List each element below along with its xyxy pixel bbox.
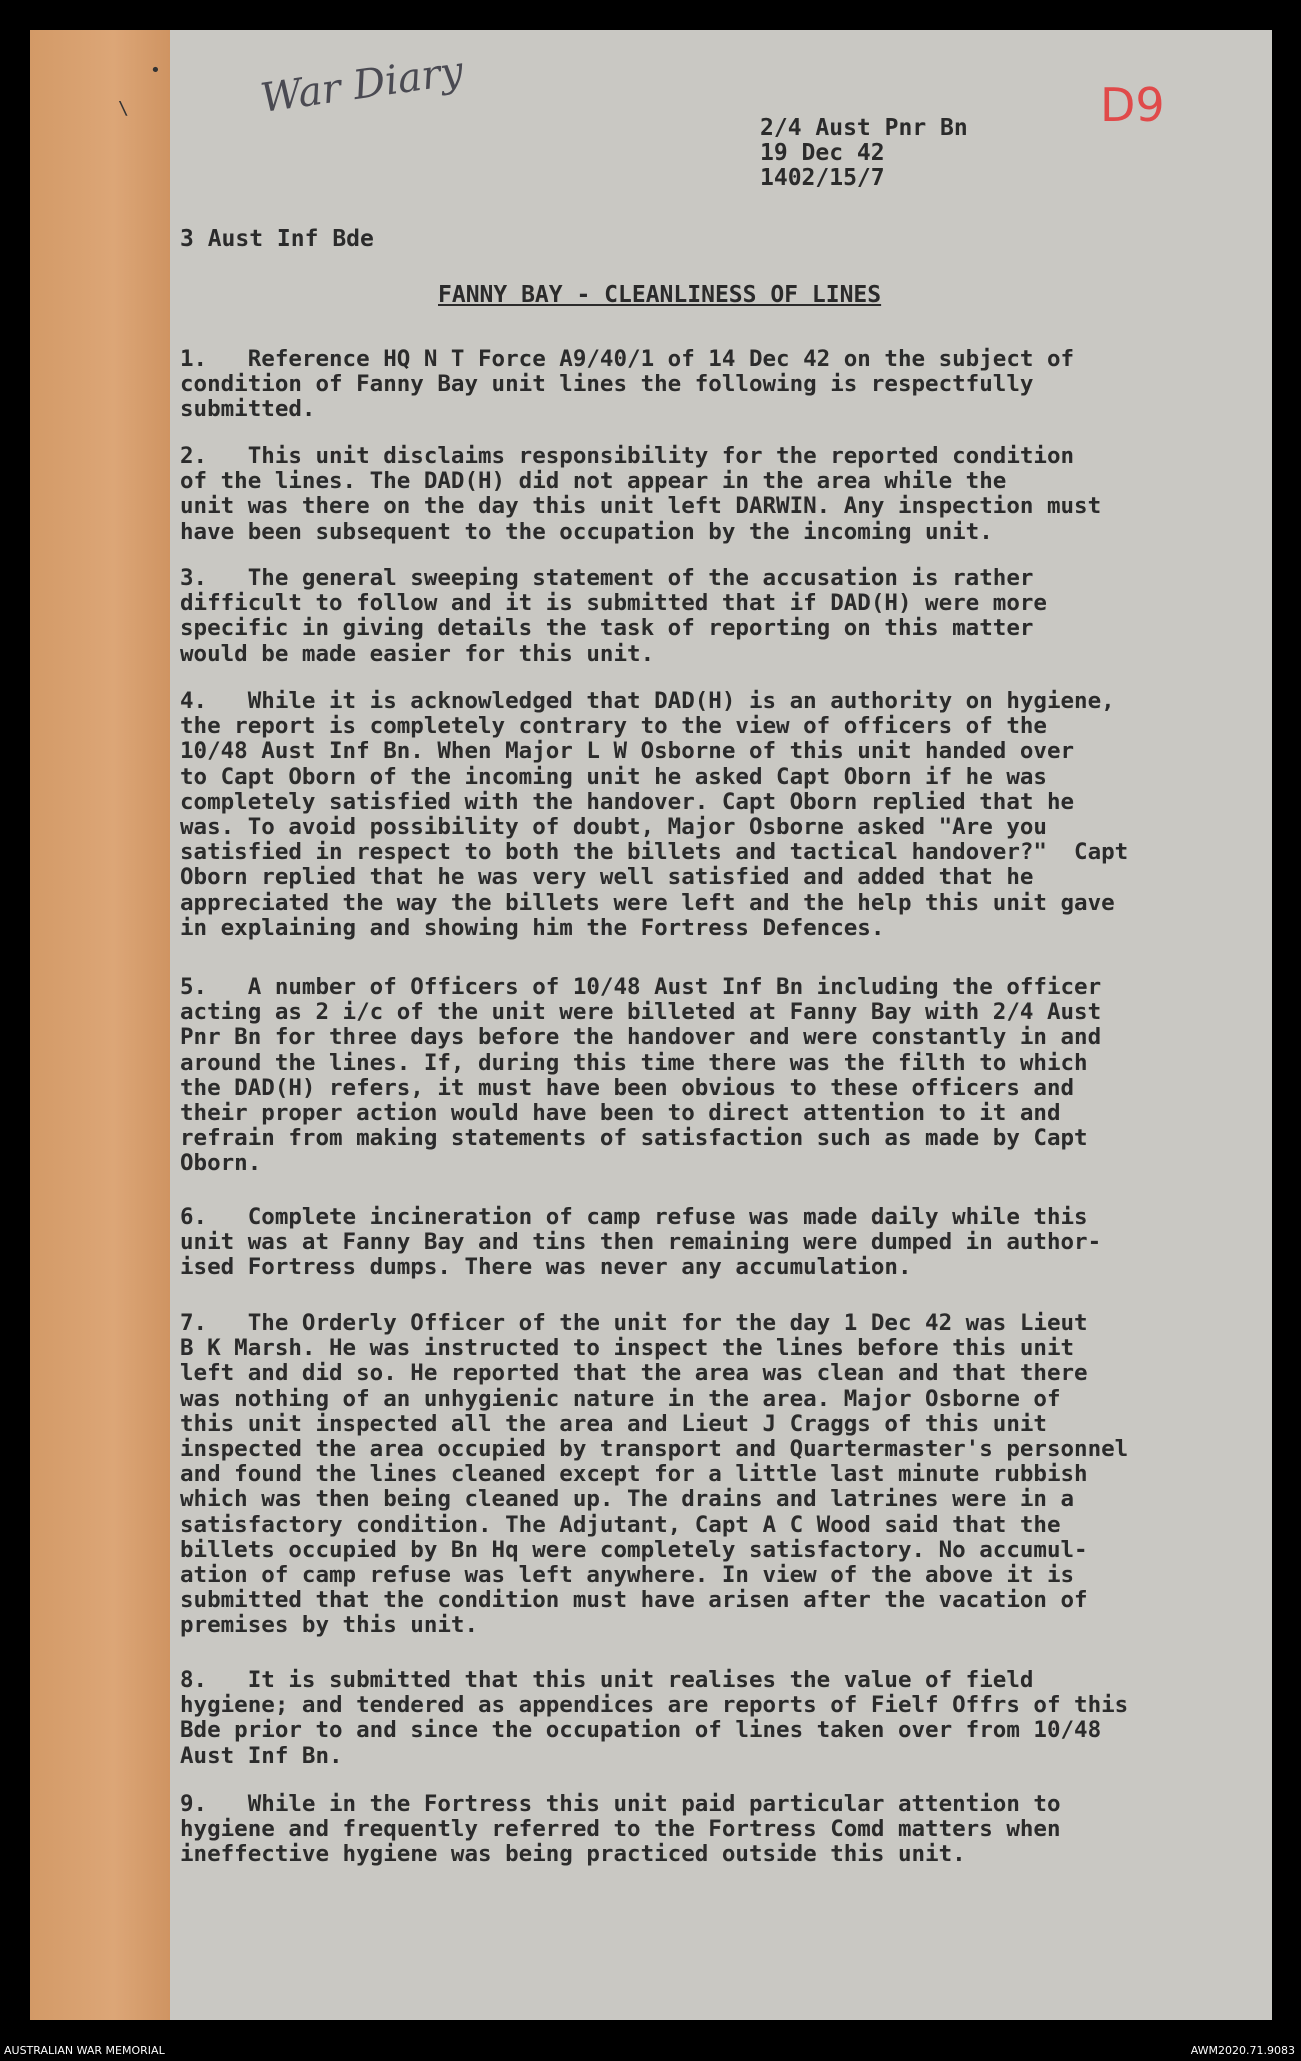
paragraph-2: 2. This unit disclaims responsibility for the reported condition of the lines. The DAD(H) did not appear in the area while the unit was there on the day this unit left DARWIN. Any inspection must have been subsequent to the occupation by the incoming unit.	[180, 443, 1102, 545]
binding-tape	[30, 30, 170, 2020]
punch-mark: \	[118, 98, 129, 119]
paragraph-1: 1. Reference HQ N T Force A9/40/1 of 14 Dec 42 on the subject of condition of Fanny Bay unit lines the following is respectfully submitted.	[180, 346, 1075, 423]
header-date: 19 Dec 42	[760, 140, 885, 166]
paragraph-7: 7. The Orderly Officer of the unit for the day 1 Dec 42 was Lieut B K Marsh. He was instructed to inspect the lines before this unit left and did so. He reported that the area was clean and that there was nothing of an unhygienic nature in the area. Major Osborne of this unit inspected all the area and Lieut J Craggs of this unit inspected the area occupied by transport and Quartermaster's personnel and found the lines cleaned except for a little last minute rubbish which was then being cleaned up. The drains and latrines were in a satisfactory condition. The Adjutant, Capt A C Wood said that the billets occupied by Bn Hq were completely satisfactory. No accumul- ation of camp refuse was left anywhere. In view of the above it is submitted that the condition must have arisen after the vacation of premises by this unit.	[180, 1310, 1129, 1639]
paragraph-8: 8. It is submitted that this unit realises the value of field hygiene; and tendered as appendices are reports of Fielf Offrs of this Bde prior to and since the occupation of lines taken over from 10/48 Aust Inf Bn.	[180, 1667, 1129, 1769]
punch-mark: •	[150, 60, 161, 81]
subject-heading: FANNY BAY - CLEANLINESS OF LINES	[438, 282, 882, 308]
paragraph-4: 4. While it is acknowledged that DAD(H) is an authority on hygiene, the report is completely contrary to the view of officers of the 10/48 Aust Inf Bn. When Major L W Osborne of this unit handed over to Capt Oborn of the incoming unit he asked Capt Oborn if he was completely satisfied with the handover. Capt Oborn replied that he was. To avoid possibility of doubt, Major Osborne asked "Are you satisfied in respect to both the billets and tactical handover?" Capt Oborn replied that he was very well satisfied and added that he appreciated the way the billets were left and the help this unit gave in explaining and showing him the Fortress Defences.	[180, 688, 1129, 941]
header-unit: 2/4 Aust Pnr Bn	[760, 115, 968, 141]
handwritten-annotation: War Diary	[257, 48, 466, 122]
reference-mark: D9	[1100, 78, 1165, 132]
addressee: 3 Aust Inf Bde	[180, 226, 374, 252]
footer-institution: AUSTRALIAN WAR MEMORIAL	[4, 2044, 165, 2057]
paragraph-3: 3. The general sweeping statement of the accusation is rather difficult to follow and it is submitted that if DAD(H) were more specific in giving details the task of reporting on this matter would be made easier for this unit.	[180, 565, 1047, 667]
paragraph-9: 9. While in the Fortress this unit paid particular attention to hygiene and frequently referred to the Fortress Comd matters when ineffective hygiene was being practiced outside this unit.	[180, 1791, 1061, 1868]
document-page	[30, 30, 1272, 2020]
footer-accession-number: AWM2020.71.9083	[1190, 2044, 1295, 2057]
header-file-ref: 1402/15/7	[760, 165, 885, 191]
letter-header	[760, 116, 968, 191]
paragraph-5: 5. A number of Officers of 10/48 Aust Inf Bn including the officer acting as 2 i/c of the unit were billeted at Fanny Bay with 2/4 Aust Pnr Bn for three days before the handover and were constantly in and around the lines. If, during this time there was the filth to which the DAD(H) refers, it must have been obvious to these officers and their proper action would have been to direct attention to it and refrain from making statements of satisfaction such as made by Capt Oborn.	[180, 974, 1102, 1177]
paragraph-6: 6. Complete incineration of camp refuse was made daily while this unit was at Fanny Bay and tins then remaining were dumped in author- ised Fortress dumps. There was never any accumulation.	[180, 1204, 1102, 1281]
